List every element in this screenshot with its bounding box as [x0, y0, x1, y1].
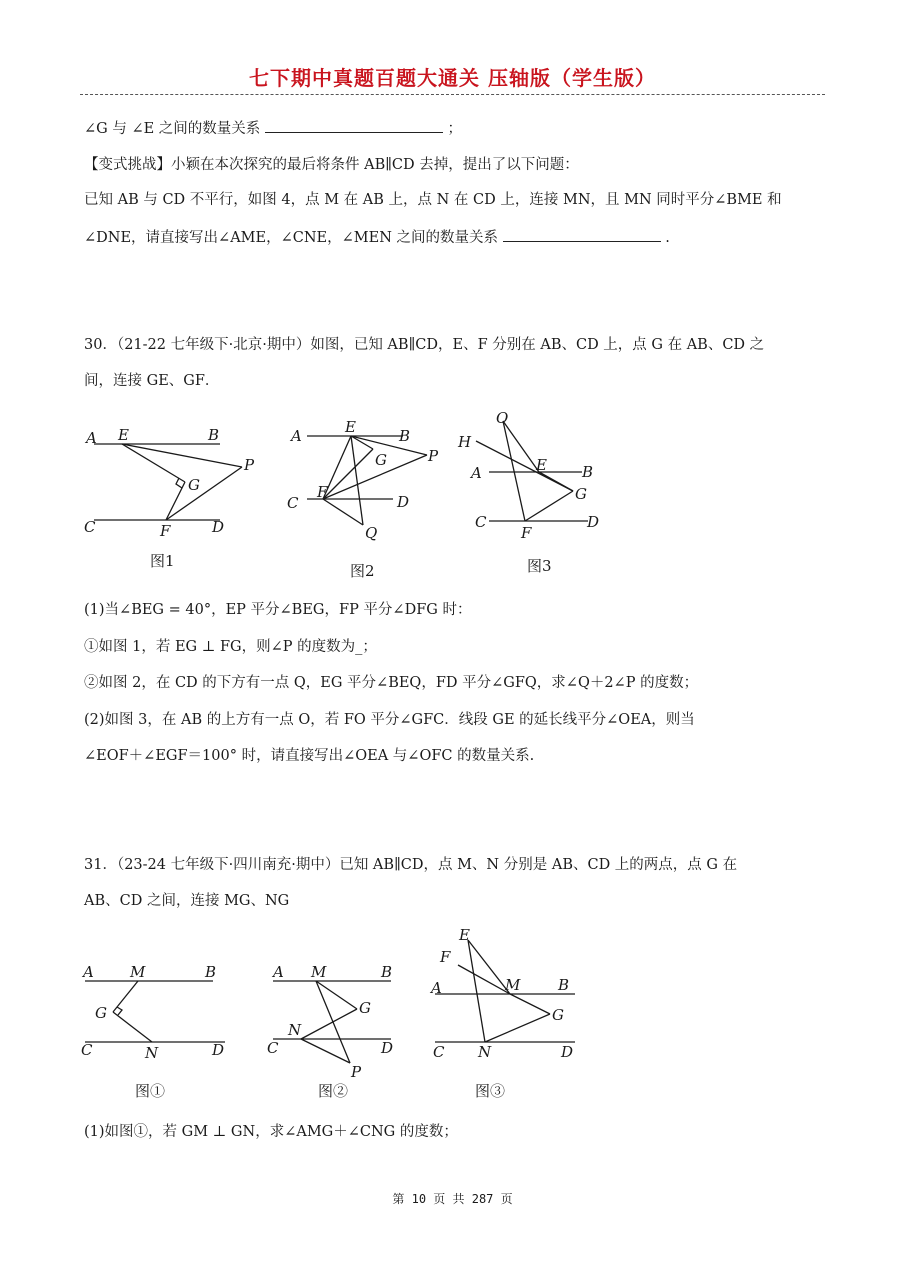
- q31-f2-label-n: N: [288, 1021, 302, 1039]
- q31-figure-1-caption: 图①: [135, 1082, 166, 1100]
- q31-figure-2-caption: 图②: [318, 1082, 349, 1100]
- q30-f2-label-g: G: [375, 451, 387, 469]
- top-line-1-end: ；: [447, 121, 463, 137]
- q30-f3-label-o: O: [496, 409, 509, 427]
- q30-f1-label-c: C: [84, 518, 96, 536]
- q31-figure-2: [265, 955, 415, 1084]
- q30-stem-line-1: 30．（21-22 七年级下·北京·期中）如图，已知 AB∥CD，E、F 分别在 AB、CD 上，点 G 在 AB、CD 之: [84, 337, 765, 353]
- page-footer: 第 10 页 共 287 页: [392, 1192, 513, 1206]
- q30-figure-3-caption: 图3: [527, 557, 552, 575]
- top-line-4-end: .: [665, 230, 670, 246]
- q30-stem-line-2: 间，连接 GE、GF．: [84, 373, 220, 389]
- top-line-4: [84, 227, 670, 248]
- q30-part-1: (1)当∠BEG = 40°，EP 平分∠BEG，FP 平分∠DFG 时：: [84, 602, 472, 618]
- q30-f2-label-q: Q: [365, 524, 378, 542]
- q30-f1-label-p: P: [244, 456, 255, 474]
- q31-f1-label-m: M: [130, 963, 146, 981]
- q30-f2-label-a: A: [291, 427, 302, 445]
- top-line-1-text: ∠G 与 ∠E 之间的数量关系: [84, 121, 261, 137]
- q31-stem-line-2: AB、CD 之间，连接 MG、NG: [84, 893, 290, 909]
- page-header-title: 七下期中真题百题大通关 压轴版（学生版）: [249, 66, 656, 90]
- q30-part-1-b: ②如图 2，在 CD 的下方有一点 Q，EG 平分∠BEQ，FD 平分∠GFQ，求∠Q＋2∠P 的度数；: [84, 675, 699, 691]
- q31-f1-label-a: A: [83, 963, 94, 981]
- header-divider: [80, 94, 825, 95]
- q30-f2-label-e: E: [345, 418, 356, 436]
- q31-f2-label-a: A: [273, 963, 284, 981]
- q31-f1-label-n: N: [145, 1044, 159, 1062]
- q30-figure-2: [285, 415, 455, 549]
- q31-f1-label-b: B: [205, 963, 217, 981]
- q30-f2-label-f: F: [317, 483, 328, 501]
- q30-f1-label-a: A: [86, 429, 97, 447]
- answer-blank-1: [265, 118, 443, 133]
- q30-part-1-a: ①如图 1，若 EG ⊥ FG，则∠P 的度数为_；: [84, 639, 377, 655]
- q31-f3-label-e: E: [459, 926, 470, 944]
- q31-f1-label-g: G: [95, 1004, 107, 1022]
- q31-f1-label-c: C: [81, 1041, 93, 1059]
- q31-f2-label-b: B: [381, 963, 393, 981]
- q31-part-1: (1)如图①，若 GM ⊥ GN，求∠AMG＋∠CNG 的度数；: [84, 1124, 458, 1140]
- q30-figure-1-caption: 图1: [150, 552, 175, 570]
- answer-blank-2: [503, 227, 661, 242]
- q30-f3-label-e: E: [536, 456, 547, 474]
- q30-f3-label-g: G: [575, 485, 587, 503]
- q30-f1-label-e: E: [118, 426, 129, 444]
- q30-f3-label-f: F: [521, 524, 532, 542]
- q31-figure-3-caption: 图③: [475, 1082, 506, 1100]
- top-line-1: [84, 118, 462, 139]
- q30-f2-label-p: P: [428, 447, 439, 465]
- top-line-3: 已知 AB 与 CD 不平行，如图 4，点 M 在 AB 上，点 N 在 CD 上，连接 MN，且 MN 同时平分∠BME 和: [84, 192, 782, 208]
- q31-stem-line-1: 31．（23-24 七年级下·四川南充·期中）已知 AB∥CD，点 M、N 分别是 AB、CD 上的两点，点 G 在: [84, 857, 738, 873]
- q30-f2-label-b: B: [399, 427, 411, 445]
- q31-f3-label-a: A: [431, 979, 442, 997]
- q31-figure-3: [425, 920, 585, 1074]
- q30-figure-3: [455, 405, 615, 549]
- top-line-2: 【变式挑战】小颖在本次探究的最后将条件 AB∥CD 去掉，提出了以下问题：: [84, 157, 579, 173]
- q30-f1-label-b: B: [208, 426, 220, 444]
- q31-f2-label-d: D: [381, 1039, 394, 1057]
- q31-f3-label-b: B: [558, 976, 570, 994]
- q30-f3-label-d: D: [587, 513, 600, 531]
- q31-f2-label-c: C: [267, 1039, 279, 1057]
- q31-f1-label-d: D: [212, 1041, 225, 1059]
- q30-f2-label-c: C: [287, 494, 299, 512]
- q31-figure-1: [75, 955, 245, 1074]
- q30-figure-1: [80, 420, 280, 554]
- q30-f3-label-c: C: [475, 513, 487, 531]
- q30-figure-2-caption: 图2: [350, 562, 375, 580]
- q30-f3-label-a: A: [471, 464, 482, 482]
- q31-f2-label-g: G: [359, 999, 371, 1017]
- q30-f3-label-h: H: [458, 433, 472, 451]
- q30-f1-label-d: D: [212, 518, 225, 536]
- q30-part-2: (2)如图 3，在 AB 的上方有一点 O，若 FO 平分∠GFC．线段 GE 的延长线平分∠OEA，则当: [84, 712, 695, 728]
- q31-f2-label-p: P: [351, 1063, 362, 1080]
- q31-f3-label-c: C: [433, 1043, 445, 1061]
- q31-f3-label-n: N: [478, 1043, 492, 1061]
- q31-f2-label-m: M: [311, 963, 327, 981]
- q31-f3-label-m: M: [505, 976, 521, 994]
- q30-f1-label-f: F: [160, 522, 171, 540]
- q30-part-2-cont: ∠EOF＋∠EGF＝100° 时，请直接写出∠OEA 与∠OFC 的数量关系.: [84, 748, 535, 764]
- top-line-4-text: ∠DNE，请直接写出∠AME，∠CNE，∠MEN 之间的数量关系: [84, 230, 498, 246]
- q31-f3-label-g: G: [552, 1006, 564, 1024]
- q30-f2-label-d: D: [397, 493, 410, 511]
- q31-f3-label-f: F: [440, 948, 451, 966]
- q30-f3-label-b: B: [582, 463, 594, 481]
- q30-f1-label-g: G: [188, 476, 200, 494]
- q31-f3-label-d: D: [561, 1043, 574, 1061]
